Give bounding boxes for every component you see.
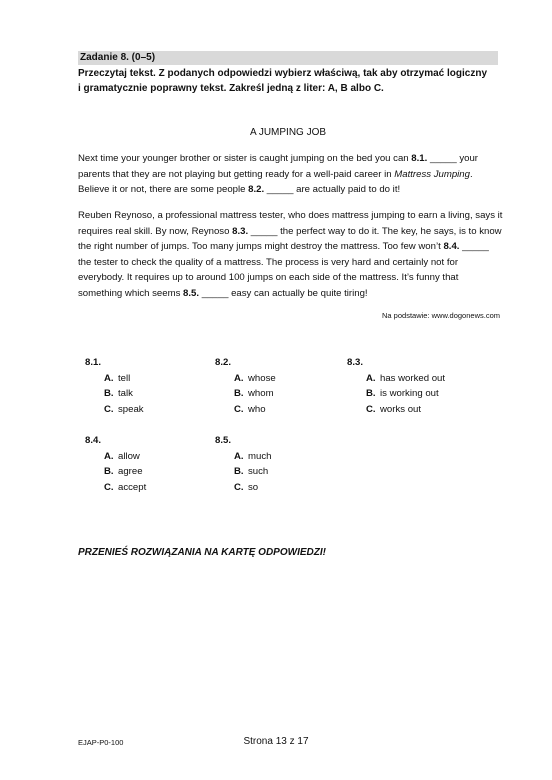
option-letter: A.	[104, 450, 114, 462]
question-8-1	[85, 355, 144, 417]
question-8-2	[215, 355, 276, 417]
option-letter: A.	[234, 372, 244, 384]
option-c[interactable]	[347, 402, 445, 418]
option-text: accept	[118, 481, 147, 493]
p2-text-3: _____ the tester to check the quality of a mattress. The process is very hard and certainly not for everybody. It requires up to around 100 jumps on each side of the mattress. It’s funny that something which seems	[78, 241, 489, 299]
option-letter: C.	[104, 403, 114, 415]
option-letter: B.	[104, 388, 114, 399]
exam-code: EJAP-P0-100	[78, 738, 124, 747]
option-a[interactable]	[85, 371, 144, 387]
option-a[interactable]	[85, 449, 146, 465]
question-number: 8.4.	[85, 435, 102, 446]
page-number: Strona 13 z 17	[243, 736, 309, 747]
task-label: Zadanie 8. (0–5)	[80, 52, 156, 63]
option-letter: A.	[366, 372, 376, 384]
option-text: is working out	[380, 388, 439, 399]
option-letter: C.	[366, 403, 376, 415]
option-letter: B.	[366, 388, 376, 399]
option-a[interactable]	[347, 371, 445, 387]
p2-text-2: _____ the perfect way to do it. The key, he says, is to know the right number of jumps. Too many jumps might destroy the mattress. Too few won’t	[78, 225, 502, 252]
transfer-answers-note: PRZENIEŚ ROZWIĄZANIA NA KARTĘ ODPOWIEDZI!	[78, 547, 326, 558]
p1-text-2: _____ your parents that they are not playing but getting ready for a well-paid career in	[78, 153, 478, 180]
question-number: 8.2.	[215, 357, 232, 368]
option-text: who	[248, 403, 266, 415]
option-b[interactable]	[215, 464, 271, 480]
option-a[interactable]	[215, 449, 271, 465]
option-c[interactable]	[85, 480, 146, 496]
option-a[interactable]	[215, 371, 276, 387]
gap-ref-8-5: 8.5.	[183, 287, 200, 299]
article-source: Na podstawie: www.dogonews.com	[382, 311, 500, 320]
option-letter: C.	[234, 403, 244, 415]
option-letter: C.	[104, 481, 114, 493]
question-8-5	[215, 433, 271, 495]
option-letter: C.	[234, 481, 244, 493]
option-letter: A.	[104, 372, 114, 384]
instruction-line-2: i gramatycznie poprawny tekst. Zakreśl jedną z liter: A, B albo C.	[78, 82, 384, 94]
option-text: talk	[118, 388, 133, 399]
option-c[interactable]	[215, 402, 276, 418]
task-instruction	[78, 67, 508, 96]
option-c[interactable]	[215, 480, 271, 496]
article-paragraph-1	[78, 151, 503, 198]
task-header	[78, 51, 498, 65]
gap-ref-8-3: 8.3.	[232, 225, 249, 237]
question-8-4	[85, 433, 146, 495]
option-text: such	[248, 466, 269, 477]
option-c[interactable]	[85, 402, 144, 418]
instruction-line-1: Przeczytaj tekst. Z podanych odpowiedzi wybierz właściwą, tak aby otrzymać logiczny	[78, 68, 488, 79]
option-text: agree	[118, 466, 143, 477]
p1-text-3: . Believe it or not, there are some people	[78, 168, 473, 195]
question-number: 8.3.	[347, 357, 364, 368]
option-b[interactable]	[215, 386, 276, 402]
option-text: speak	[118, 403, 144, 415]
option-letter: B.	[234, 388, 244, 399]
p1-text-4: _____ are actually paid to do it!	[264, 184, 401, 195]
question-8-3	[347, 355, 445, 417]
p2-text-1: Reuben Reynoso, a professional mattress tester, who does mattress jumping to earn a living, says it requires real skill. By now, Reynoso	[78, 210, 503, 237]
option-text: whom	[248, 388, 274, 399]
gap-ref-8-4: 8.4.	[443, 241, 460, 252]
gap-ref-8-1: 8.1.	[411, 153, 428, 164]
option-b[interactable]	[347, 386, 445, 402]
option-letter: A.	[234, 450, 244, 462]
option-text: allow	[118, 450, 140, 462]
option-letter: B.	[104, 466, 114, 477]
option-b[interactable]	[85, 386, 144, 402]
article-paragraph-2	[78, 208, 503, 301]
p1-text-1: Next time your younger brother or sister is caught jumping on the bed you can	[78, 153, 412, 164]
option-text: works out	[380, 403, 422, 415]
option-text: much	[248, 450, 272, 462]
option-b[interactable]	[85, 464, 146, 480]
option-text: so	[248, 481, 259, 493]
p1-emphasis: Mattress Jumping	[394, 168, 470, 180]
option-text: tell	[118, 372, 131, 384]
option-text: whose	[248, 372, 276, 384]
question-number: 8.5.	[215, 435, 232, 446]
p2-text-4: _____ easy can actually be quite tiring!	[199, 287, 368, 299]
option-letter: B.	[234, 466, 244, 477]
option-text: has worked out	[380, 372, 446, 384]
question-number: 8.1.	[85, 357, 102, 368]
article-title: A JUMPING JOB	[249, 127, 327, 138]
gap-ref-8-2: 8.2.	[248, 184, 265, 195]
